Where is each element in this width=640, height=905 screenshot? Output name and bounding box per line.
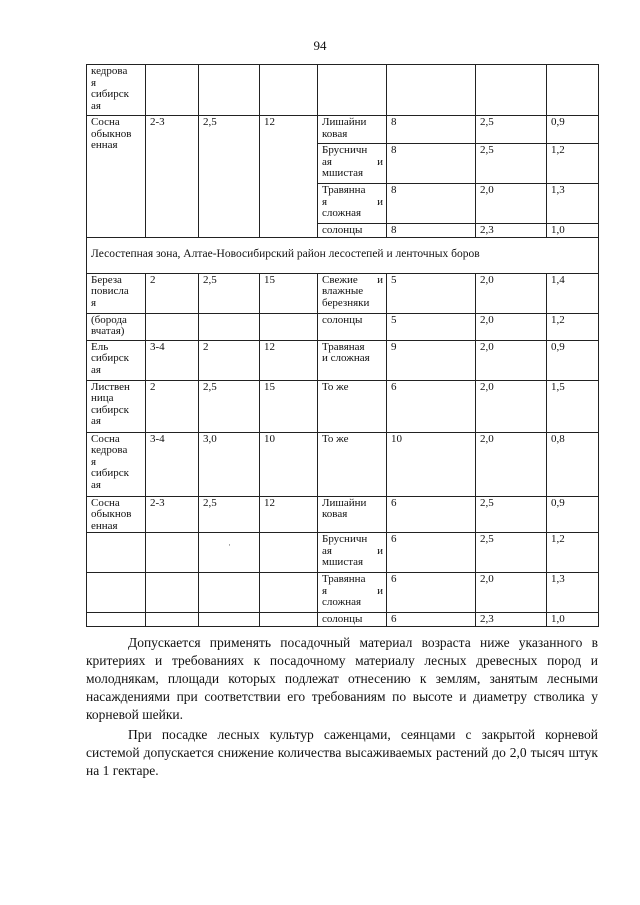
species-cell: Ель сибирск ая (87, 340, 146, 380)
table-row (87, 273, 599, 313)
zone-title: Лесостепная зона, Алтае-Новосибирский район лесостепей и ленточных боров (87, 238, 599, 274)
age-cell: 3-4 (146, 432, 199, 496)
value-cell: 2,0 (476, 380, 547, 432)
scan-speck: · (228, 540, 231, 550)
value-cell: 1,0 (547, 613, 599, 627)
paragraph: Допускается применять посадочный материал возраста ниже указанного в критериях и требованиях к посадочному материалу лесных древесных пород и молоднякам, площади которых подлежат отнесению к землям, занятым лесными насаждениями при соответствии его требованиям по высоте и диаметру стволика у корневой шейки. (86, 635, 598, 722)
value-cell: 1,2 (547, 144, 599, 184)
value-cell: 1,3 (547, 184, 599, 224)
forest-type-cell: Травянна я и сложная (318, 573, 387, 613)
height-cell: 2,5 (199, 380, 260, 432)
diameter-cell: 15 (260, 380, 318, 432)
count-cell: 6 (387, 533, 476, 573)
table-row (87, 380, 599, 432)
value-cell: 2,0 (476, 313, 547, 340)
value-cell: 1,0 (547, 224, 599, 238)
table-row (87, 340, 599, 380)
value-cell: 2,0 (476, 184, 547, 224)
age-cell: 2 (146, 273, 199, 313)
value-cell: 0,9 (547, 496, 599, 533)
value-cell: 2,5 (476, 533, 547, 573)
species-cell: кедрова я сибирск ая (87, 65, 146, 116)
value-cell: 1,3 (547, 573, 599, 613)
count-cell: 8 (387, 116, 476, 144)
species-cell: Сосна обыкнов енная (87, 496, 146, 533)
planting-standards-table (86, 64, 599, 627)
count-cell: 6 (387, 573, 476, 613)
count-cell: 6 (387, 496, 476, 533)
forest-type-cell: То же (318, 432, 387, 496)
value-cell: 2,0 (476, 340, 547, 380)
value-cell: 0,9 (547, 116, 599, 144)
age-cell: 3-4 (146, 340, 199, 380)
age-cell: 2-3 (146, 496, 199, 533)
diameter-cell: 10 (260, 432, 318, 496)
zone-header-row (87, 238, 599, 274)
paragraph: При посадке лесных культур саженцами, сеянцами с закрытой корневой системой допускается снижение количества высаживаемых растений до 2,0 тысяч штук на 1 гектаре. (86, 727, 598, 778)
forest-type-cell: солонцы (318, 313, 387, 340)
value-cell: 2,0 (476, 273, 547, 313)
forest-type-cell: Травянна я и сложная (318, 184, 387, 224)
table-row (87, 613, 599, 627)
forest-type-cell: Лишайни ковая (318, 496, 387, 533)
species-cell: Береза повисла я (87, 273, 146, 313)
height-cell: 3,0 (199, 432, 260, 496)
count-cell: 8 (387, 184, 476, 224)
count-cell: 5 (387, 273, 476, 313)
height-cell: 2,5 (199, 273, 260, 313)
count-cell: 10 (387, 432, 476, 496)
value-cell: 1,5 (547, 380, 599, 432)
count-cell: 6 (387, 380, 476, 432)
value-cell: 2,5 (476, 116, 547, 144)
diameter-cell: 15 (260, 273, 318, 313)
forest-type-cell: Свежие и влажные березняки (318, 273, 387, 313)
diameter-cell: 12 (260, 340, 318, 380)
value-cell: 1,2 (547, 313, 599, 340)
value-cell: 1,2 (547, 533, 599, 573)
value-cell: 2,0 (476, 573, 547, 613)
height-cell: 2 (199, 340, 260, 380)
table-row (87, 432, 599, 496)
table-row (87, 116, 599, 144)
diameter-cell: 12 (260, 116, 318, 238)
value-cell: 0,9 (547, 340, 599, 380)
count-cell: 8 (387, 144, 476, 184)
forest-type-cell: Травяная и сложная (318, 340, 387, 380)
value-cell: 0,8 (547, 432, 599, 496)
table-row (87, 533, 599, 573)
forest-type-cell: солонцы (318, 224, 387, 238)
count-cell: 6 (387, 613, 476, 627)
diameter-cell: 12 (260, 496, 318, 533)
species-cell: Сосна обыкнов енная (87, 116, 146, 238)
value-cell: 2,0 (476, 432, 547, 496)
table-row (87, 496, 599, 533)
value-cell: 1,4 (547, 273, 599, 313)
height-cell: 2,5 (199, 116, 260, 238)
height-cell: 2,5 (199, 496, 260, 533)
age-cell: 2 (146, 380, 199, 432)
forest-type-cell: Брусничн ая и мшистая (318, 533, 387, 573)
forest-type-cell: Лишайни ковая (318, 116, 387, 144)
forest-type-cell: Брусничн ая и мшистая (318, 144, 387, 184)
age-cell: 2-3 (146, 116, 199, 238)
species-cell: Листвен ница сибирск ая (87, 380, 146, 432)
page-number: 94 (313, 38, 327, 53)
table-row (87, 65, 599, 116)
species-cell: Сосна кедрова я сибирск ая (87, 432, 146, 496)
value-cell: 2,3 (476, 224, 547, 238)
table-row (87, 313, 599, 340)
count-cell: 5 (387, 313, 476, 340)
value-cell: 2,3 (476, 613, 547, 627)
table-row (87, 573, 599, 613)
value-cell: 2,5 (476, 144, 547, 184)
forest-type-cell: То же (318, 380, 387, 432)
value-cell: 2,5 (476, 496, 547, 533)
forest-type-cell: солонцы (318, 613, 387, 627)
species-cell: (борода вчатая) (87, 313, 146, 340)
body-text (86, 634, 598, 780)
count-cell: 9 (387, 340, 476, 380)
count-cell: 8 (387, 224, 476, 238)
